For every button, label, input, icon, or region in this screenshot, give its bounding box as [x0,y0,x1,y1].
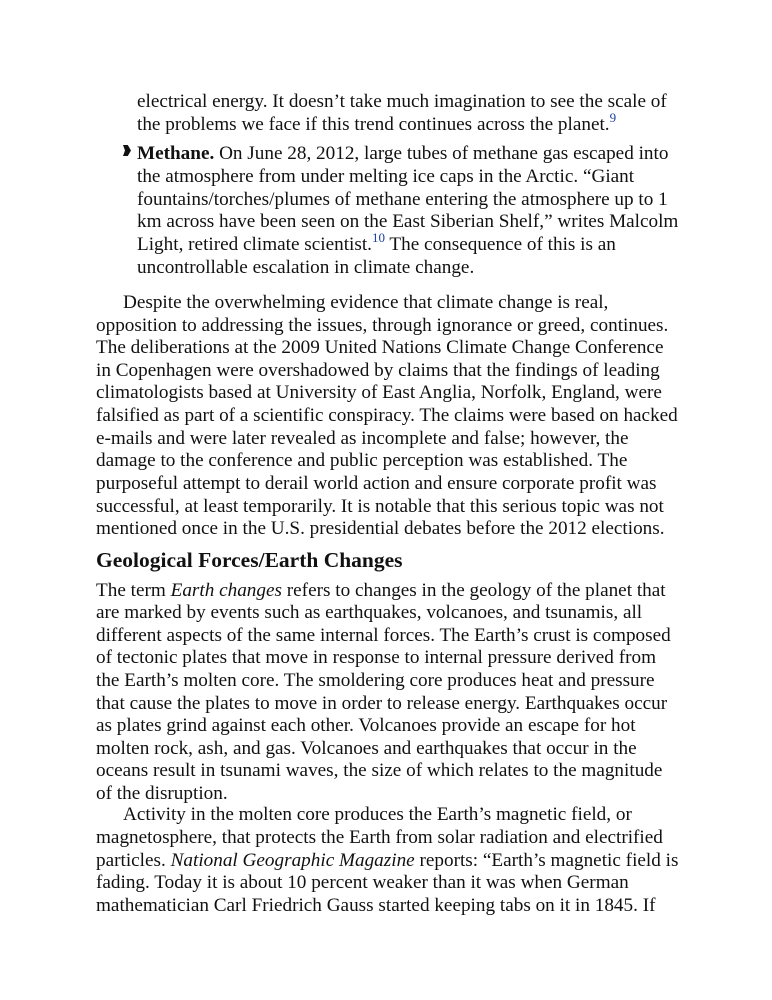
paragraph1-line: mentioned once in the U.S. presidential debates before the 2012 elections. [96,518,665,539]
paragraph1-line: opposition to addressing the issues, through ignorance or greed, continues. [96,315,669,336]
bullet-term: Methane. [137,143,215,164]
paragraph2-line: oceans result in tsunami waves, the size of which relates to the magnitude [96,760,663,781]
paragraph2-line: as plates grind against each other. Volcanoes provide an escape for hot [96,715,636,736]
continuation-line-1: electrical energy. It doesn’t take much imagination to see the scale of [137,91,667,112]
paragraph3-line: magnetosphere, that protects the Earth from solar radiation and electrified [96,827,663,848]
continuation-line-2: the problems we face if this trend continues across the planet.$^9$ [137,110,617,135]
paragraph1-line: e-mails and were later revealed as incomplete and false; however, the [96,428,629,449]
paragraph1-line: Despite the overwhelming evidence that climate change is real, [123,292,609,313]
paragraph3-line: particles. National Geographic Magazine reports: “Earth’s magnetic field is [96,850,679,871]
paragraph3-line: mathematician Carl Friedrich Gauss started keeping tabs on it in 1845. If [96,895,656,916]
paragraph2-line: molten rock, ash, and gas. Volcanoes and earthquakes that occur in the [96,738,637,759]
bullet-line-5: Light, retired climate scientist.$^{10}$ The consequence of this is an [137,230,616,255]
section-heading: Geological Forces/Earth Changes [96,548,403,572]
paragraph1-line: purposeful attempt to derail world action and ensure corporate profit was [96,473,657,494]
bullet-line-2: the atmosphere from under melting ice caps in the Arctic. “Giant [137,166,635,187]
paragraph1-line: damage to the conference and public perception was established. The [96,450,628,471]
paragraph2-line: of the disruption. [96,783,228,804]
footnote-ref-10[interactable]: 10 [371,230,385,245]
paragraph1-line: The deliberations at the 2009 United Nations Climate Change Conference [96,337,664,358]
paragraph2-line: that cause the plates to move in order to release energy. Earthquakes occur [96,693,668,714]
paragraph3-line: fading. Today it is about 10 percent weaker than it was when German [96,872,629,893]
italic-title: National Geographic Magazine [170,850,415,871]
bullet-line-6: uncontrollable escalation in climate change. [137,257,475,278]
paragraph2-line: of tectonic plates that move in response to internal pressure derived from [96,647,656,668]
paragraph3-line: Activity in the molten core produces the Earth’s magnetic field, or [123,804,632,825]
bullet-arrow-icon [123,145,131,156]
bullet-line-1: Methane. On June 28, 2012, large tubes of methane gas escaped into [137,143,669,164]
paragraph2-line: different aspects of the same internal forces. The Earth’s crust is composed [96,625,671,646]
paragraph2-line: The term Earth changes refers to changes in the geology of the planet that [96,580,666,601]
paragraph2-line: the Earth’s molten core. The smoldering core produces heat and pressure [96,670,655,691]
italic-term: Earth changes [170,580,282,601]
footnote-ref-9[interactable]: 9 [609,110,617,125]
paragraph1-line: falsified as part of a scientific conspiracy. The claims were based on hacked [96,405,678,426]
paragraph1-line: climatologists based at University of East Anglia, Norfolk, England, were [96,382,662,403]
paragraph1-line: successful, at least temporarily. It is notable that this serious topic was not [96,496,664,517]
bullet-line-4: km across have been seen on the East Siberian Shelf,” writes Malcolm [137,211,679,232]
bullet-line-3: fountains/torches/plumes of methane entering the atmosphere up to 1 [137,189,668,210]
paragraph1-line: in Copenhagen were overshadowed by claims that the findings of leading [96,360,660,381]
paragraph2-line: are marked by events such as earthquakes, volcanoes, and tsunamis, all [96,602,643,623]
